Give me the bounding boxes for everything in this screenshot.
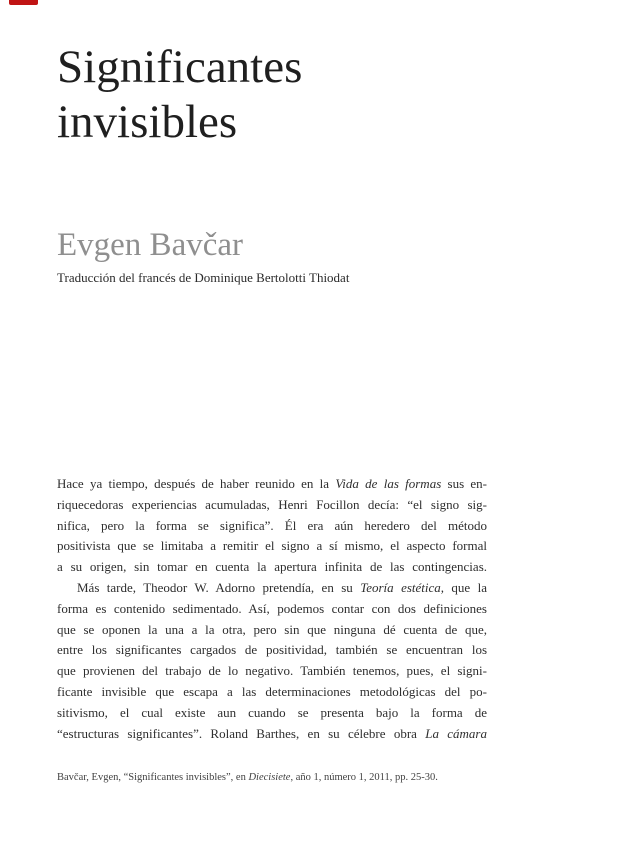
text-segment: que se oponen la una a la otra, pero sin que ninguna dé cuenta de que,	[57, 621, 487, 637]
article-body	[57, 474, 487, 744]
text-segment: entre los significantes cargados de positividad, también se encuentran los	[57, 642, 487, 658]
body-text-line	[57, 557, 487, 578]
author-name: Evgen Bavčar	[57, 227, 243, 263]
body-text-line	[57, 495, 487, 516]
body-text-line	[57, 474, 487, 495]
text-segment: riquecedoras experiencias acumuladas, Henri Focillon decía: “el signo sig-	[57, 496, 487, 512]
italic-text-segment: Teoría estética,	[360, 579, 445, 595]
body-text-line	[57, 724, 487, 745]
body-text-line	[57, 682, 487, 703]
text-segment: nifica, pero la forma se significa”. Él era aún heredero del método	[57, 517, 487, 533]
article-title-line-2: invisibles	[57, 96, 238, 148]
text-segment: sitivismo, el cual existe aun cuando se presenta bajo la forma de	[57, 704, 487, 720]
body-text-line	[57, 516, 487, 537]
text-segment: , año 1, número 1, 2011, pp. 25-30.	[290, 772, 438, 783]
red-corner-mark	[9, 0, 38, 5]
text-segment: que la	[444, 579, 487, 595]
italic-text-segment: Diecisiete	[248, 772, 291, 783]
body-text-line	[57, 703, 487, 724]
text-segment: que provienen del trabajo de lo negativo. También tenemos, pues, el signi-	[57, 663, 487, 679]
body-text-line	[57, 536, 487, 557]
text-segment: Bavčar, Evgen, “Significantes invisibles”, en	[57, 772, 249, 783]
body-text-line	[57, 599, 487, 620]
text-segment: sus en-	[441, 476, 488, 491]
text-segment: forma es contenido sedimentado. Así, podemos contar con dos definiciones	[57, 600, 487, 616]
article-title-line-1: Significantes	[57, 41, 303, 93]
italic-text-segment: La cámara	[425, 725, 487, 741]
article-title	[57, 40, 302, 150]
translation-credit: Traducción del francés de Dominique Bertolotti Thiodat	[57, 270, 350, 285]
citation-footnote	[57, 771, 557, 785]
text-segment: ficante invisible que escapa a las determinaciones metodológicas del po-	[57, 683, 487, 699]
text-segment: Hace ya tiempo, después de haber reunido en la	[57, 476, 336, 491]
text-segment: positivista que se limitaba a remitir el signo a sí mismo, el aspecto formal	[57, 538, 487, 554]
body-text-line	[57, 640, 487, 661]
body-text-line	[57, 661, 487, 682]
body-text-line	[57, 620, 487, 641]
text-segment: “estructuras significantes”. Roland Barthes, en su célebre obra	[57, 725, 426, 741]
body-text-line	[57, 578, 487, 599]
text-segment: Más tarde, Theodor W. Adorno pretendía, en su	[77, 579, 361, 595]
italic-text-segment: Vida de las formas	[335, 476, 442, 491]
text-segment: a su origen, sin tomar en cuenta la apertura infinita de las contingencias.	[57, 559, 487, 575]
